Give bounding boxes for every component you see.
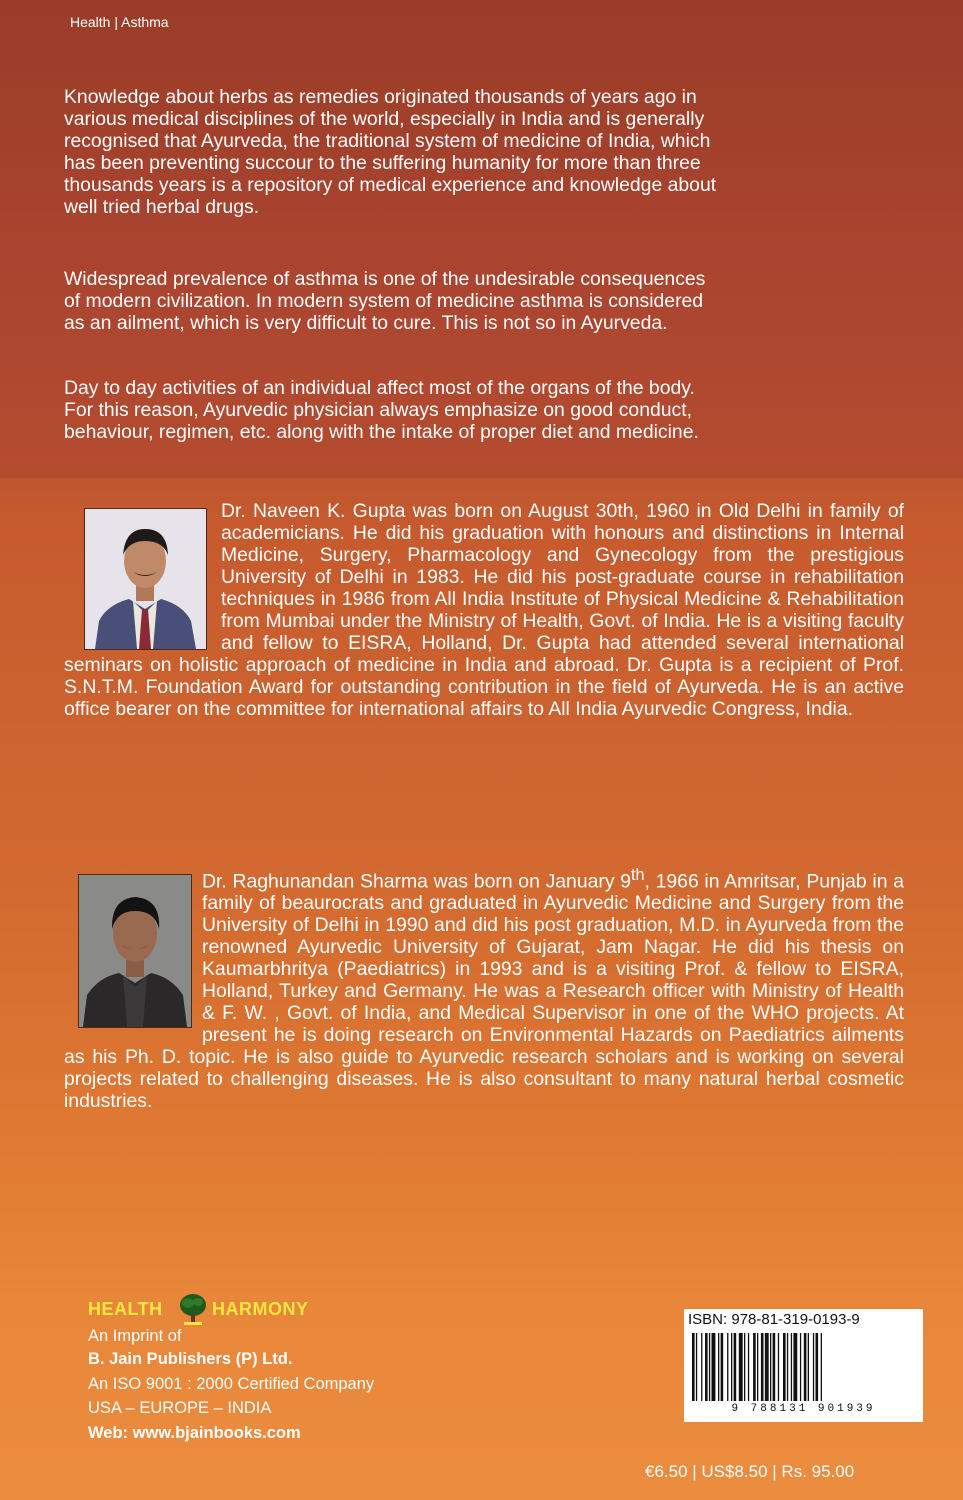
text-line: thousands years is a repository of medical experience and knowledge about (64, 174, 717, 196)
bio-superscript: th (631, 866, 645, 884)
publisher-name: B. Jain Publishers (P) Ltd. (88, 1350, 293, 1368)
text-line: Day to day activities of an individual affect most of the organs of the body. (64, 377, 695, 399)
bio-text: Dr. Naveen K. Gupta was born on August 30th, 1960 in Old Delhi in family of academicians. He did his graduation with honours and distinctions in Internal Medicine, Surgery, Pharmacology and Gynecology from the prestigious University of Delhi in 1983. He did his post-graduate course in rehabilitation techniques in 1986 from All India Institute of Physical Medicine & Rehabilitation from Mumbai under the Ministry of Health, Govt. of India. He is a visiting faculty and fellow to EISRA, Holland, Dr. Gupta had attended several international seminars on holistic approach of medicine in India and abroad. Dr. Gupta is a recipient of Prof. S.N.T.M. Foundation Award for outstanding contribution in the field of Ayurveda. He is an active office bearer on the committee for international affairs to All India Ayurvedic Congress, India. (64, 500, 904, 720)
text-line: as an ailment, which is very difficult to cure. This is not so in Ayurveda. (64, 312, 668, 334)
text-line: Knowledge about herbs as remedies originated thousands of years ago in (64, 86, 697, 108)
portrait-illustration (79, 875, 191, 1027)
author-bio-gupta (64, 500, 904, 720)
category-label: Health | Asthma (70, 14, 169, 30)
iso-certification: An ISO 9001 : 2000 Certified Company (88, 1375, 375, 1393)
logo-text-left: HEALTH (88, 1299, 163, 1319)
isbn-barcode-box (684, 1309, 923, 1422)
text-line: well tried herbal drugs. (64, 196, 260, 218)
isbn-label: ISBN: 978-81-319-0193-9 (688, 1311, 860, 1328)
barcode-bars (690, 1333, 916, 1401)
intro-paragraph-2 (64, 268, 904, 334)
publisher-website: Web: www.bjainbooks.com (88, 1424, 301, 1442)
bio-text: Dr. Raghunandan Sharma was born on January 9 (202, 870, 632, 893)
author-photo-sharma (78, 874, 192, 1028)
author-photo-gupta (84, 508, 207, 650)
price-line: €6.50 | US$8.50 | Rs. 95.00 (645, 1462, 855, 1481)
barcode-digits: 9 788131 901939 (731, 1403, 876, 1415)
imprint-line: An Imprint of (88, 1327, 182, 1345)
intro-paragraph-3 (64, 377, 904, 443)
text-line: recognised that Ayurveda, the traditional system of medicine of India, which (64, 130, 711, 152)
portrait-illustration (85, 509, 206, 649)
text-line: has been preventing succour to the suffering humanity for more than three (64, 152, 701, 174)
text-line: various medical disciplines of the world, especially in India and is generally (64, 108, 705, 130)
text-line: For this reason, Ayurvedic physician always emphasize on good conduct, (64, 399, 693, 421)
logo-text-right: HARMONY (212, 1299, 309, 1319)
text-line: of modern civilization. In modern system of medicine asthma is considered (64, 290, 704, 312)
text-line: Widespread prevalence of asthma is one of the undesirable consequences (64, 268, 706, 290)
text-line: behaviour, regimen, etc. along with the intake of proper diet and medicine. (64, 421, 699, 443)
bio-text: , 1966 in Amritsar, Punjab in a family of beaurocrats and graduated in Ayurvedic Medicine and Surgery from the University of Delhi in 1990 and did his post graduation, M.D. in Ayurveda from the renowned Ayurvedic University of Gujarat, Jam Nagar. He did his thesis on Kaumarbhritya (Paediatrics) in 1993 and is a visiting Prof. & fellow to EISRA, Holland, Turkey and Germany. He was a Research officer with Ministry of Health & F. W. , Govt. of India, and Medical Supervisor in one of the WHO projects. At present he is doing research on Environmental Hazards on Paediatrics ailments as his Ph. D. topic. He is also guide to Ayurvedic research scholars and is working on several projects related to challenging diseases. He is also consultant to many natural herbal cosmetic industries. (64, 870, 904, 1113)
publisher-regions: USA – EUROPE – INDIA (88, 1399, 272, 1417)
publisher-logo (78, 1293, 338, 1323)
tree-icon (178, 1293, 208, 1327)
intro-paragraph-1 (64, 86, 904, 218)
author-bio-sharma (64, 864, 904, 1112)
